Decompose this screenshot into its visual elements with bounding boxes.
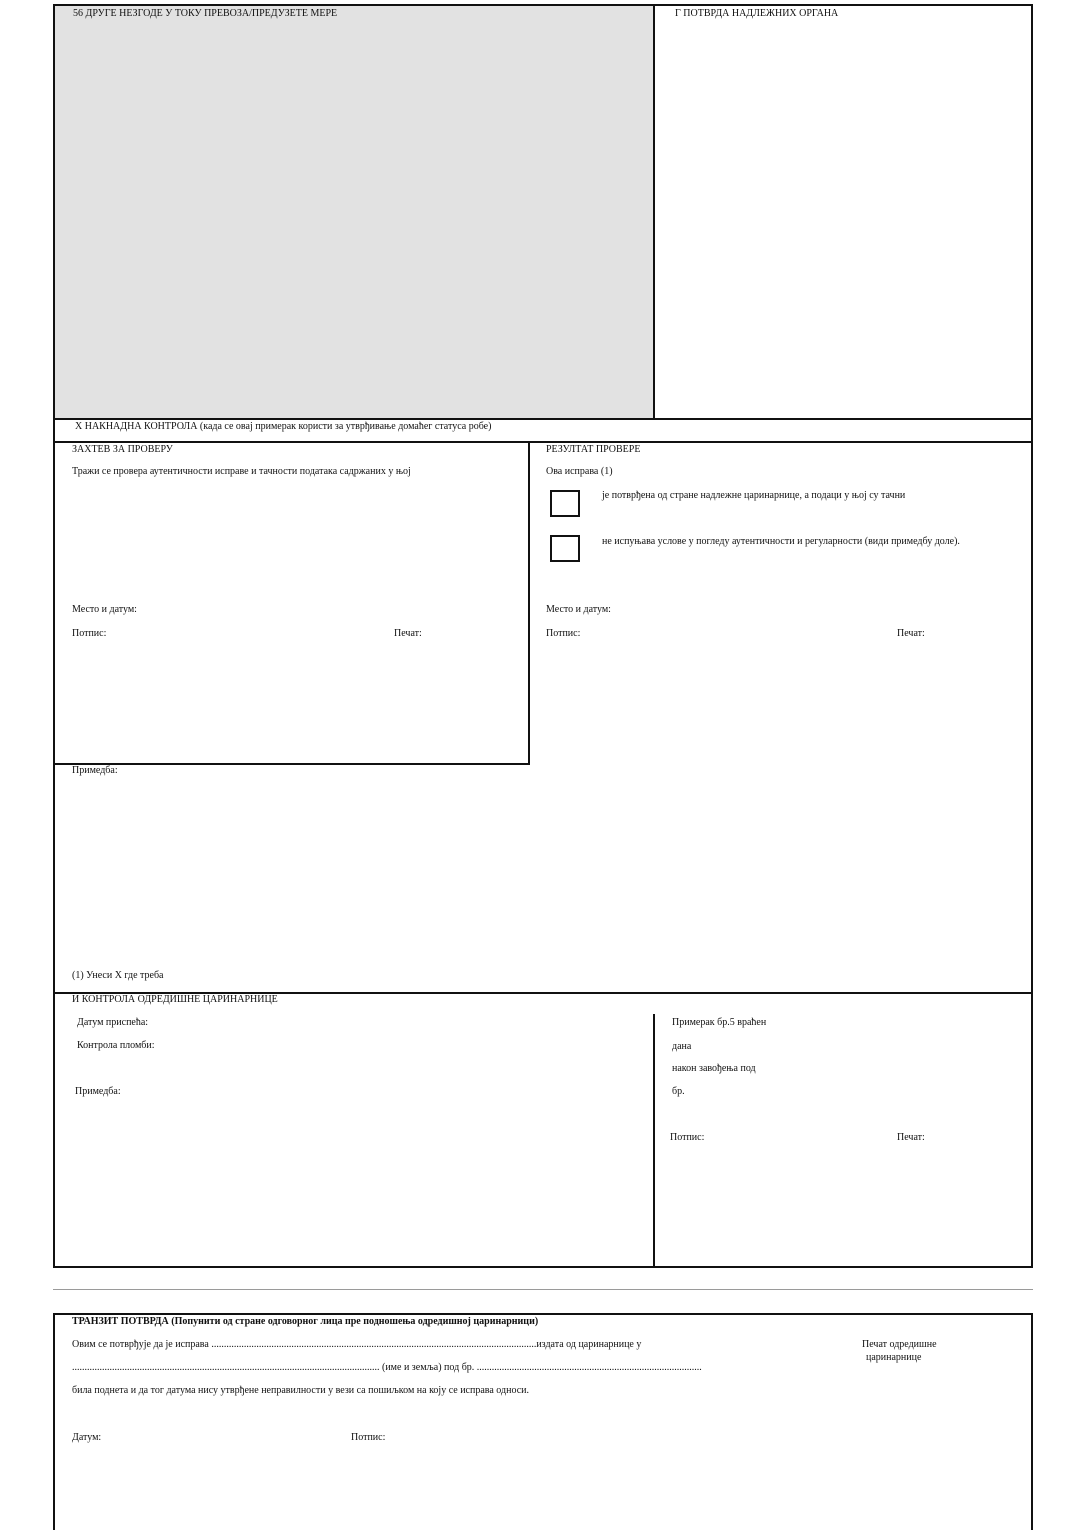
result-option-1-checkbox[interactable] — [550, 490, 580, 517]
result-option-2-label: не испуњава услове у погледу аутентичности и регуларности (види примедбу доле). — [602, 536, 960, 547]
result-intro: Ова исправа (1) — [546, 466, 613, 477]
tear-off-separator — [53, 1289, 1033, 1290]
transit-stamp-line-1: Печат одредишне — [862, 1339, 937, 1350]
on-date-label: дана — [672, 1041, 692, 1052]
arrival-date-label: Датум приспећа: — [77, 1017, 149, 1028]
transit-line-3: била поднета и да тог датума нису утврђене неправилности у вези са пошиљком на коју се исправа односи. — [72, 1385, 529, 1396]
result-place-date: Место и датум: — [546, 604, 611, 615]
transit-line-2: ........................................................................................................................... (име и земља) под бр. .......................................................................................... — [72, 1362, 702, 1373]
divider-56-g — [653, 4, 655, 420]
copy-returned-label: Примерак бр.5 враћен — [672, 1017, 767, 1028]
result-option-1-label: је потврђена од стране надлежне царинарнице, а подаци у њој су тачни — [602, 490, 906, 501]
section-i-divider — [653, 1014, 655, 1268]
section-i — [53, 992, 1033, 1268]
seal-control-label: Контрола пломби: — [77, 1040, 155, 1051]
box-g-label: Г ПОТВРДА НАДЛЕЖНИХ ОРГАНА — [675, 8, 839, 19]
request-text: Тражи се провера аутентичности исправе и тачности података садржаних у њој — [72, 466, 411, 477]
section-i-remark: Примедба: — [75, 1086, 121, 1097]
request-signature: Потпис: — [72, 628, 107, 639]
section-i-signature: Потпис: — [670, 1132, 705, 1143]
after-entry-label: након завођења под — [672, 1063, 756, 1074]
section-i-stamp: Печат: — [897, 1132, 925, 1143]
section-i-title: И КОНТРОЛА ОДРЕДИШНЕ ЦАРИНАРНИЦЕ — [72, 994, 278, 1005]
section-h-label: Х НАКНАДНА КОНТРОЛА (када се овај примерак користи за утврђивање домаћег статуса робе) — [75, 421, 492, 432]
transit-line-1: Овим се потврђује да је исправа ..................................................................................................................................издата од царинарнице у — [72, 1339, 642, 1350]
request-box — [53, 441, 530, 765]
request-title: ЗАХТЕВ ЗА ПРОВЕРУ — [72, 444, 173, 455]
section-h-footnote: (1) Унеси X где треба — [72, 970, 164, 981]
transit-date: Датум: — [72, 1432, 102, 1443]
transit-signature: Потпис: — [351, 1432, 386, 1443]
result-option-2-checkbox[interactable] — [550, 535, 580, 562]
result-stamp: Печат: — [897, 628, 925, 639]
box-56-label: 56 ДРУГЕ НЕЗГОДЕ У ТОКУ ПРЕВОЗА/ПРЕДУЗЕТЕ МЕРЕ — [73, 8, 338, 19]
result-signature: Потпис: — [546, 628, 581, 639]
result-title: РЕЗУЛТАТ ПРОВЕРЕ — [546, 444, 641, 455]
request-place-date: Место и датум: — [72, 604, 137, 615]
transit-title: ТРАНЗИТ ПОТВРДА (Попунити од стране одговорног лица пре подношења одредишној царинарници) — [72, 1316, 539, 1327]
box-56-grey-area — [55, 6, 654, 418]
section-h-remark: Примедба: — [72, 765, 118, 776]
transit-stamp-line-2: царинарнице — [866, 1352, 922, 1363]
request-stamp: Печат: — [394, 628, 422, 639]
number-label: бр. — [672, 1086, 685, 1097]
